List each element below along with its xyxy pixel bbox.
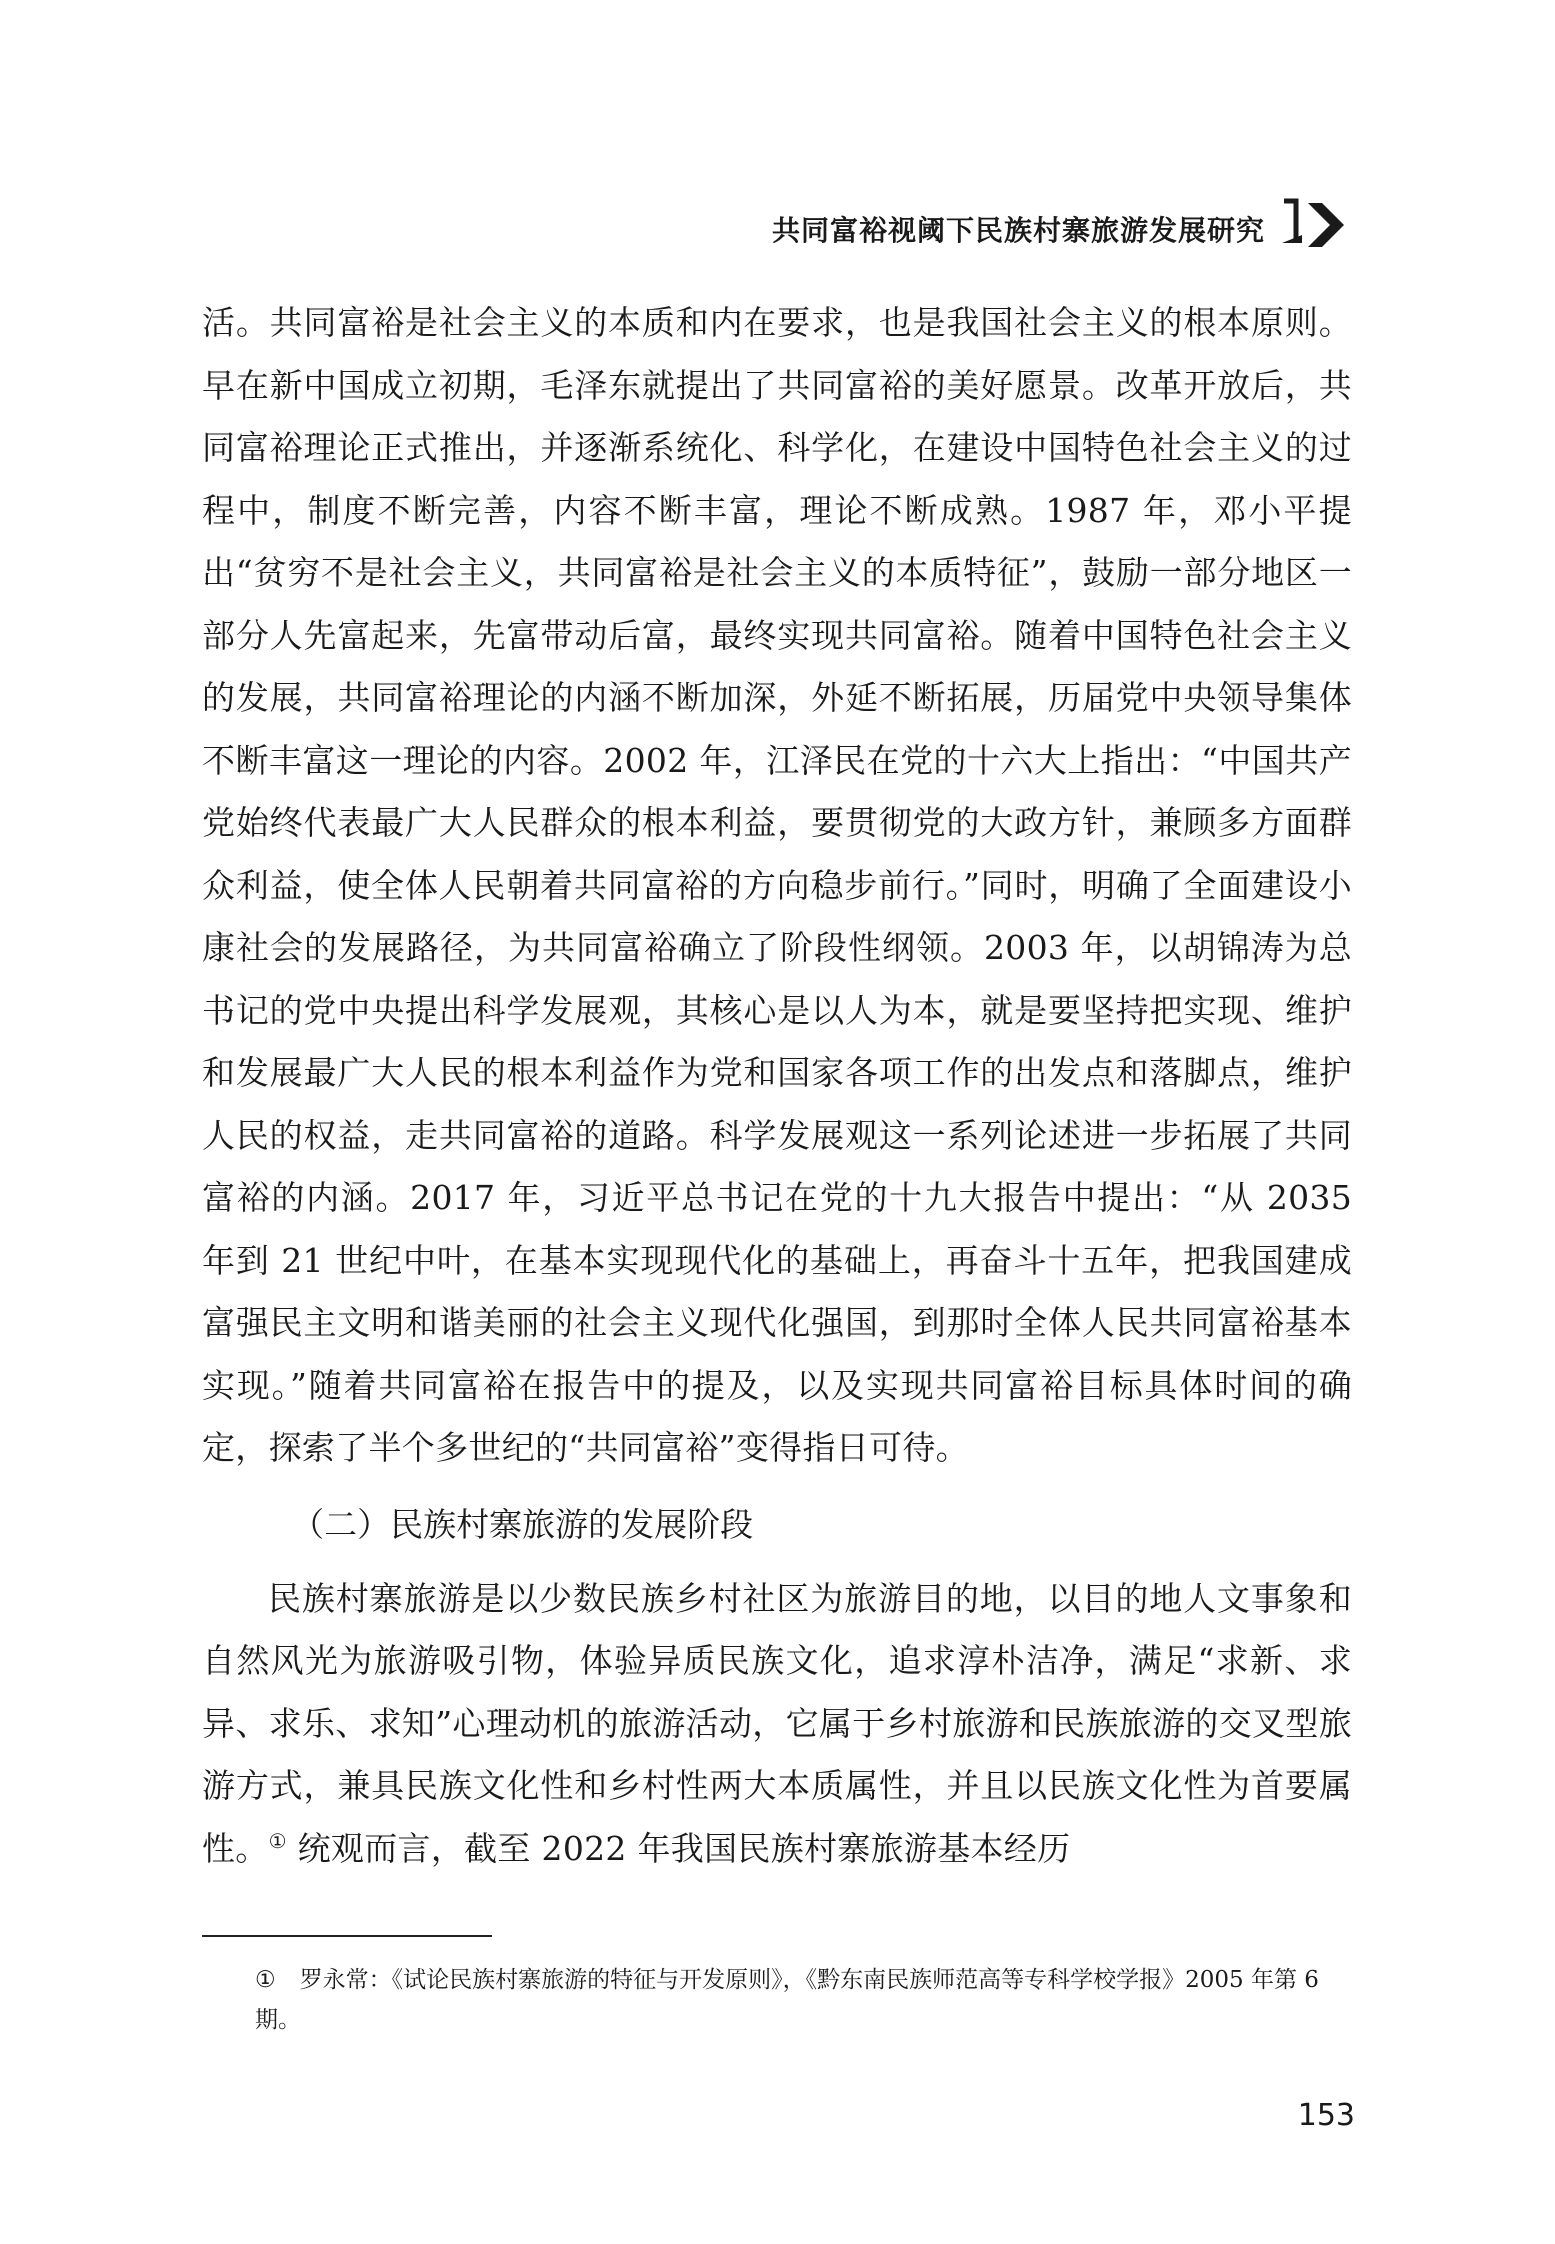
- body-text: [202, 292, 1352, 1880]
- paragraph-2-text: 民族村寨旅游是以少数民族乡村社区为旅游目的地，以目的地人文事象和自然风光为旅游吸引物，体验异质民族文化，追求淳朴洁净，满足“求新、求异、求乐、求知”心理动机的旅游活动，它属于乡村旅游和民族旅游的交叉型旅游方式，兼具民族文化性和乡村性两大本质属性，并且以民族文化性为首要属性。: [202, 1578, 1352, 1868]
- footnote-reference[interactable]: ①: [268, 1828, 287, 1853]
- footnote-text: 罗永常：《试论民族村寨旅游的特征与开发原则》，《黔东南民族师范高等专科学校学报》2005 年第 6 期。: [255, 1967, 1319, 2033]
- paragraph-2-text-cont: 统观而言，截至 2022 年我国民族村寨旅游基本经历: [286, 1828, 1071, 1868]
- page-number: 153: [1297, 2098, 1355, 2133]
- paragraph-2: [202, 1568, 1352, 1881]
- footnote-divider: [202, 1935, 492, 1937]
- section-heading: （二）民族村寨旅游的发展阶段: [291, 1504, 754, 1544]
- footnote-marker: ①: [255, 1967, 276, 1993]
- footnote: [255, 1960, 1350, 2040]
- paragraph-1: 活。共同富裕是社会主义的本质和内在要求，也是我国社会主义的根本原则。早在新中国成立初期，毛泽东就提出了共同富裕的美好愿景。改革开放后，共同富裕理论正式推出，并逐渐系统化、科学化，在建设中国特色社会主义的过程中，制度不断完善，内容不断丰富，理论不断成熟。1987 年，邓小平提出“贫穷不是社会主义，共同富裕是社会主义的本质特征”，鼓励一部分地区一部分人先富起来，先富带动后富，最终实现共同富裕。随着中国特色社会主义的发展，共同富裕理论的内涵不断加深，外延不断拓展，历届党中央领导集体不断丰富这一理论的内容。2002 年，江泽民在党的十六大上指出：“中国共产党始终代表最广大人民群众的根本利益，要贯彻党的大政方针，兼顾多方面群众利益，使全体人民朝着共同富裕的方向稳步前行。”同时，明确了全面建设小康社会的发展路径，为共同富裕确立了阶段性纲领。2003 年，以胡锦涛为总书记的党中央提出科学发展观，其核心是以人为本，就是要坚持把实现、维护和发展最广大人民的根本利益作为党和国家各项工作的出发点和落脚点，维护人民的权益，走共同富裕的道路。科学发展观这一系列论述进一步拓展了共同富裕的内涵。2017 年，习近平总书记在党的十九大报告中提出：“从 2035 年到 21 世纪中叶，在基本实现现代化的基础上，再奋斗十五年，把我国建成富强民主文明和谐美丽的社会主义现代化强国，到那时全体人民共同富裕基本实现。”随着共同富裕在报告中的提及，以及实现共同富裕目标具体时间的确定，探索了半个多世纪的“共同富裕”变得指日可待。: [202, 303, 1352, 1467]
- header-title: 共同富裕视阈下民族村寨旅游发展研究: [771, 214, 1265, 247]
- chevron-logo-icon: [1278, 195, 1350, 255]
- running-header: [200, 205, 1350, 265]
